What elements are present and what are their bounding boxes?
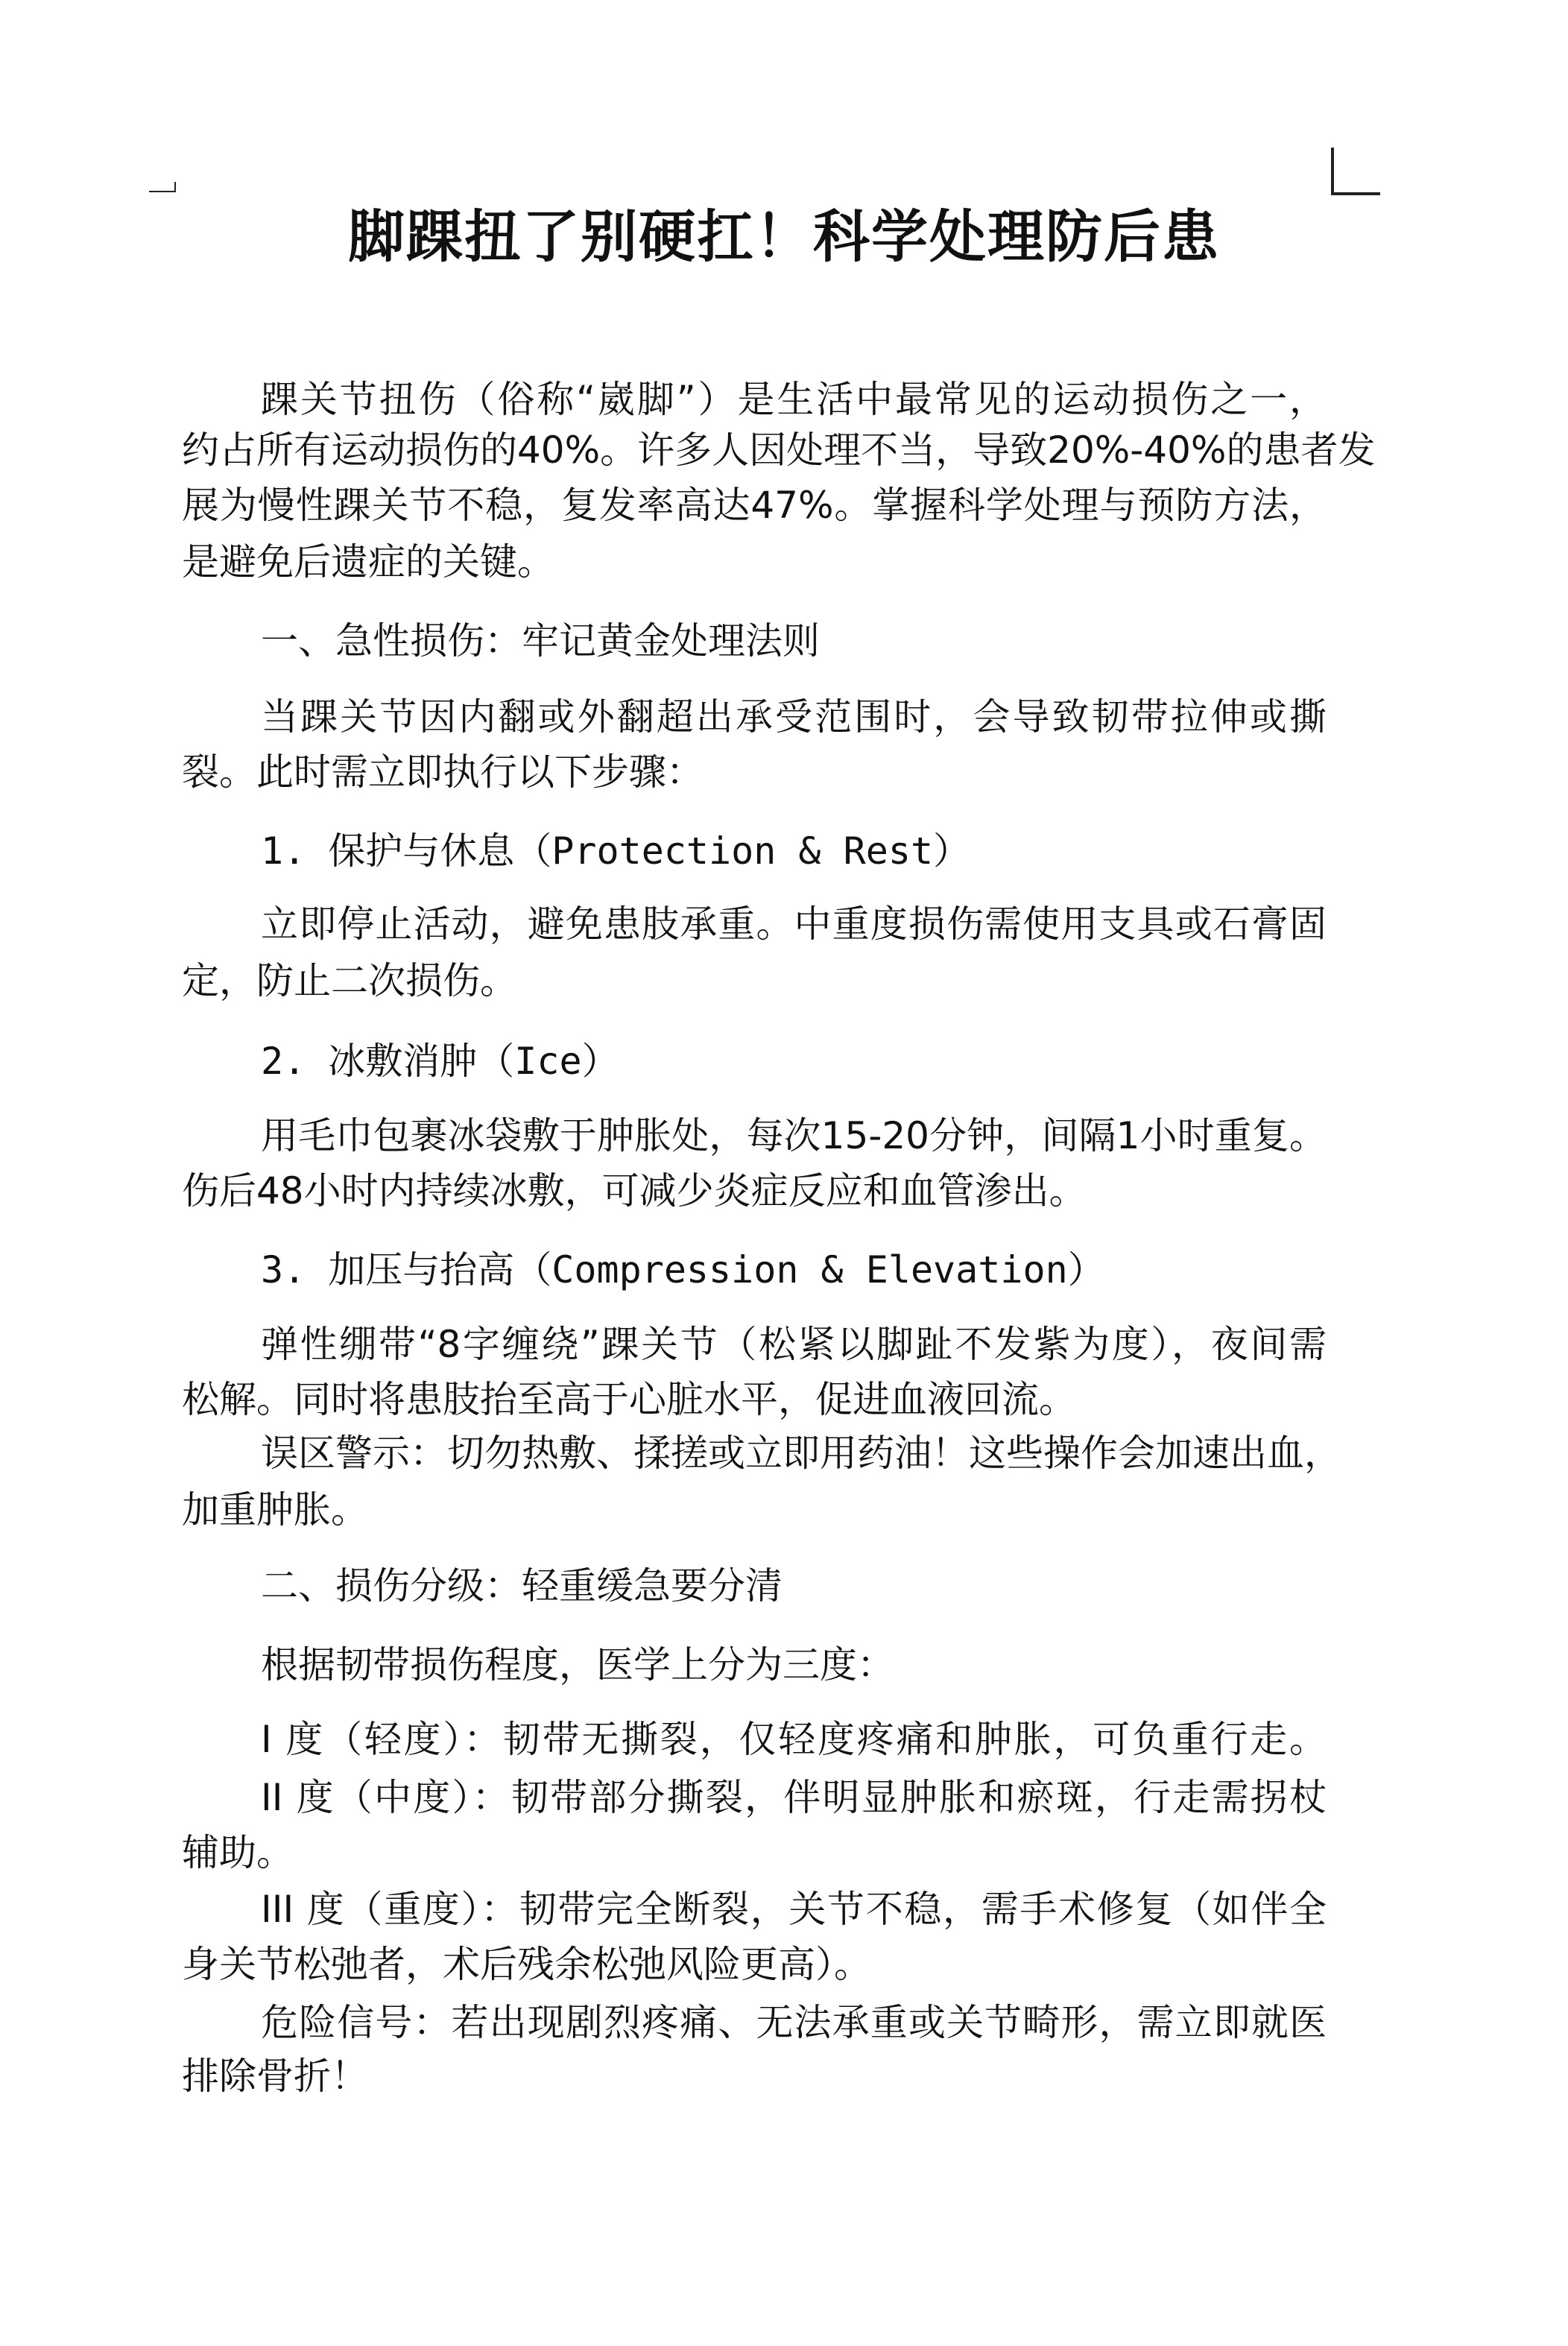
paragraph-line: 定，防止二次损伤。 xyxy=(182,959,517,1002)
step-heading: 2. 冰敷消肿（Ice） xyxy=(261,1040,619,1083)
paragraph-line: 约占所有运动损伤的40%。许多人因处理不当，导致20%-40%的患者发 xyxy=(182,429,1376,472)
paragraph-line: 是避免后遗症的关键。 xyxy=(182,540,554,584)
grade-item-continued: 身关节松弛者，术后残余松弛风险更高）。 xyxy=(182,1943,871,1986)
paragraph-line: 弹性绷带“8字缠绕”踝关节（松紧以脚趾不发紫为度），夜间需 xyxy=(261,1323,1327,1366)
paragraph-line: 立即停止活动，避免患肢承重。中重度损伤需使用支具或石膏固 xyxy=(261,902,1327,946)
paragraph-line: 伤后48小时内持续冰敷，可减少炎症反应和血管渗出。 xyxy=(182,1169,1087,1212)
paragraph-line: 踝关节扭伤（俗称“崴脚”）是生活中最常见的运动损伤之一， xyxy=(261,378,1327,421)
grade-item: III 度（重度）：韧带完全断裂，关节不稳，需手术修复（如伴全 xyxy=(261,1888,1327,1931)
grade-item: II 度（中度）：韧带部分撕裂，伴明显肿胀和瘀斑，行走需拐杖 xyxy=(261,1776,1327,1819)
paragraph-line: 用毛巾包裹冰袋敷于肿胀处，每次15-20分钟，间隔1小时重复。 xyxy=(261,1114,1327,1157)
paragraph-line: 误区警示：切勿热敷、揉搓或立即用药油！这些操作会加速出血， xyxy=(261,1432,1341,1475)
step-heading: 3. 加压与抬高（Compression & Elevation） xyxy=(261,1248,1105,1291)
paragraph-line: 展为慢性踝关节不稳，复发率高达47%。掌握科学处理与预防方法， xyxy=(182,484,1327,527)
grade-item-continued: 辅助。 xyxy=(182,1831,294,1874)
paragraph-line: 危险信号：若出现剧烈疼痛、无法承重或关节畸形，需立即就医 xyxy=(261,2001,1327,2044)
corner-mark-right-vertical xyxy=(1331,148,1334,195)
document-title: 脚踝扭了别硬扛！科学处理防后患 xyxy=(348,203,1220,270)
corner-mark-right-horizontal xyxy=(1331,192,1380,195)
section-heading: 一、急性损伤：牢记黄金处理法则 xyxy=(261,619,820,663)
grade-item: I 度（轻度）：韧带无撕裂，仅轻度疼痛和肿胀，可负重行走。 xyxy=(261,1718,1327,1761)
paragraph-line: 裂。此时需立即执行以下步骤： xyxy=(182,750,704,794)
step-heading: 1. 保护与休息（Protection & Rest） xyxy=(261,829,971,873)
paragraph-line: 松解。同时将患肢抬至高于心脏水平，促进血液回流。 xyxy=(182,1378,1076,1421)
paragraph-line: 排除骨折！ xyxy=(182,2055,368,2098)
paragraph-line: 当踝关节因内翻或外翻超出承受范围时，会导致韧带拉伸或撕 xyxy=(261,695,1327,739)
corner-mark-left-tick xyxy=(174,182,176,192)
paragraph-line: 加重肿胀。 xyxy=(182,1488,368,1531)
section-heading: 二、损伤分级：轻重缓急要分清 xyxy=(261,1564,783,1607)
paragraph-line: 根据韧带损伤程度，医学上分为三度： xyxy=(261,1643,894,1686)
corner-mark-left xyxy=(149,191,174,192)
